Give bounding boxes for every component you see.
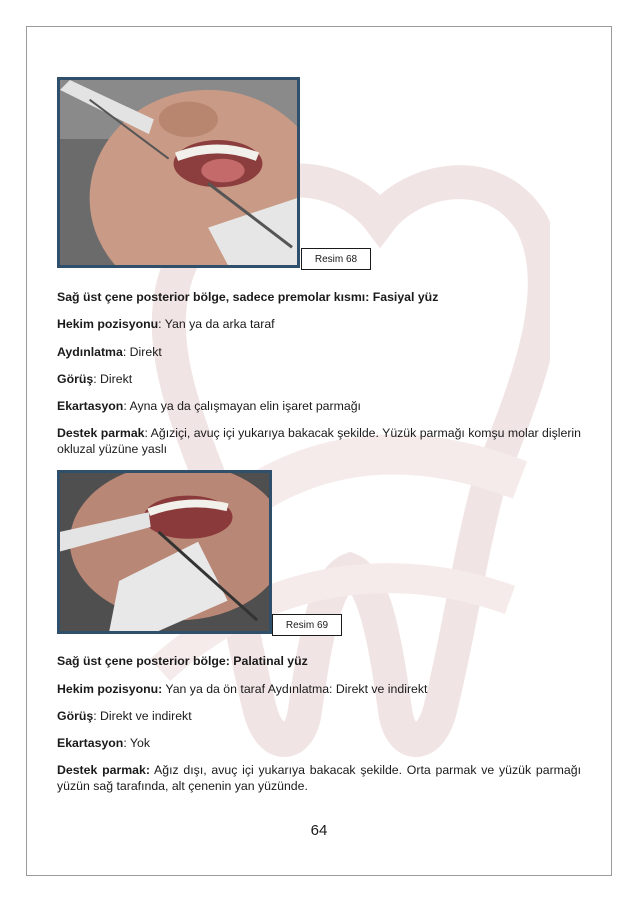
- list-item: Hekim pozisyonu: Yan ya da ön taraf Aydınlatma: Direkt ve indirekt: [57, 682, 428, 696]
- list-item: Hekim pozisyonu: Yan ya da arka taraf: [57, 317, 275, 331]
- dental-photo-palatal: [57, 470, 272, 634]
- page-number: 64: [310, 822, 328, 839]
- section-heading: Sağ üst çene posterior bölge, sadece premolar kısmı: Fasiyal yüz: [57, 290, 439, 304]
- figure-caption: Resim 69: [272, 614, 342, 636]
- list-item: Destek parmak: Ağız dışı, avuç içi yukarıya bakacak şekilde. Orta parmak ve yüzük parmağı yüzün sağ tarafında, alt çenenin yan yüzünde.: [57, 763, 582, 793]
- figure-caption: Resim 68: [301, 248, 371, 270]
- list-item: Ekartasyon: Ayna ya da çalışmayan elin işaret parmağı: [57, 399, 361, 413]
- list-item: Görüş: Direkt ve indirekt: [57, 709, 192, 723]
- list-item: Ekartasyon: Yok: [57, 736, 150, 750]
- list-item: Destek parmak: Ağıziçi, avuç içi yukarıya bakacak şekilde. Yüzük parmağı komşu molar dişlerin okluzal yüzüne yaslı: [57, 426, 581, 456]
- section-heading: Sağ üst çene posterior bölge: Palatinal yüz: [57, 654, 308, 668]
- list-item: Aydınlatma: Direkt: [57, 345, 162, 359]
- list-item: Görüş: Direkt: [57, 372, 133, 386]
- dental-photo-facial: [57, 77, 300, 268]
